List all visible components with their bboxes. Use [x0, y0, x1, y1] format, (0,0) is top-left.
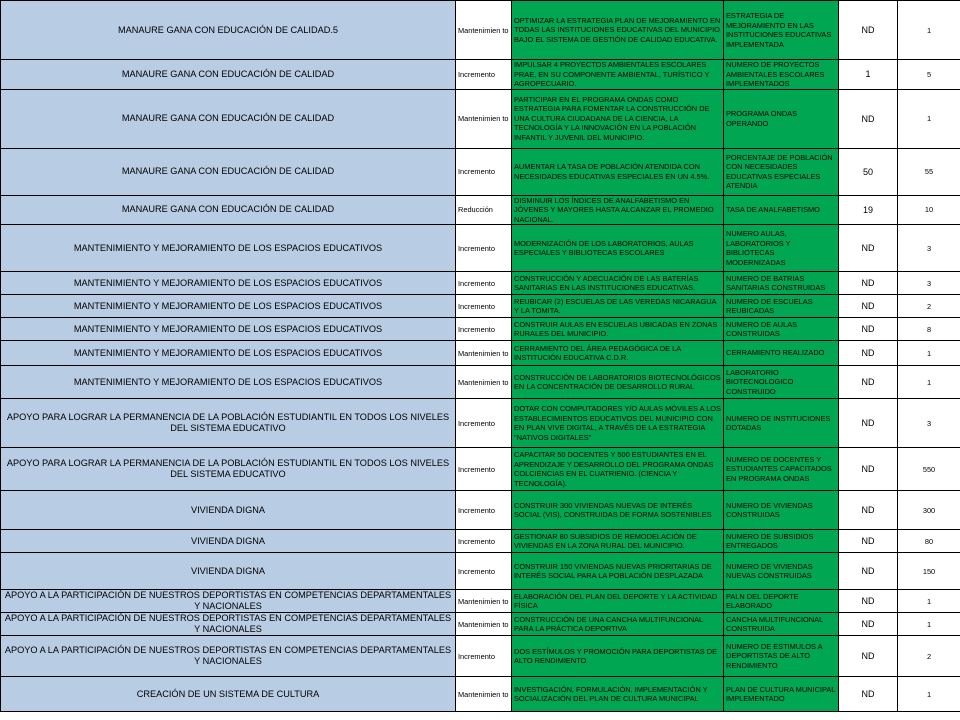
programa-cell: MANTENIMIENTO Y MEJORAMIENTO DE LOS ESPACIOS EDUCATIVOS — [1, 366, 456, 399]
meta-valor-cell: 10 — [898, 195, 960, 225]
programa-cell: MANAURE GANA CON EDUCACIÓN DE CALIDAD — [1, 195, 456, 225]
programa-cell: MANTENIMIENTO Y MEJORAMIENTO DE LOS ESPACIOS EDUCATIVOS — [1, 272, 456, 295]
programa-cell: APOYO PARA LOGRAR LA PERMANENCIA DE LA POBLACIÓN ESTUDIANTIL EN TODOS LOS NIVELES DEL SISTEMA EDUCATIVO — [1, 399, 456, 448]
programa-cell: VIVIENDA DIGNA — [1, 491, 456, 530]
tipo-meta-cell: Incremento — [456, 272, 512, 295]
meta-valor-cell: 2 — [898, 295, 960, 318]
programa-cell: MANAURE GANA CON EDUCACIÓN DE CALIDAD — [1, 89, 456, 148]
programa-cell: VIVIENDA DIGNA — [1, 530, 456, 553]
indicador-cell: PROGRAMA ONDAS OPERANDO — [724, 89, 839, 148]
meta-description-cell: CONSTRUIR 300 VIVIENDAS NUEVAS DE INTERÉS SOCIAL (VIS), CONSTRUIDAS DE FORMA SOSTENIBLES — [512, 491, 724, 530]
linea-base-cell: ND — [839, 366, 898, 399]
indicador-cell: CERRAMIENTO REALIZADO — [724, 341, 839, 366]
meta-valor-cell: 1 — [898, 366, 960, 399]
table-row — [1, 318, 960, 341]
meta-description-cell: AUMENTAR LA TASA DE POBLACIÓN ATENDIDA CON NECESIDADES EDUCATIVAS ESPECIALES EN UN 4.5%. — [512, 148, 724, 195]
table-row — [1, 491, 960, 530]
table-row — [1, 89, 960, 148]
indicador-cell: NUMERO DE INSTITUCIONES DOTADAS — [724, 399, 839, 448]
linea-base-cell: ND — [839, 553, 898, 590]
tipo-meta-cell: Incremento — [456, 148, 512, 195]
tipo-meta-cell: Incremento — [456, 530, 512, 553]
meta-description-cell: CONSTRUCCIÓN Y ADECUACIÓN DE LAS BATERÍAS SANITARIAS EN LAS INSTITUCIONES EDUCATIVAS. — [512, 272, 724, 295]
linea-base-cell: ND — [839, 399, 898, 448]
programa-cell: MANAURE GANA CON EDUCACIÓN DE CALIDAD.5 — [1, 1, 456, 60]
meta-description-cell: MODERNIZACIÓN DE LOS LABORATORIOS, AULAS ESPECIALES Y BIBLIOTECAS ESCOLARES — [512, 225, 724, 272]
table-row — [1, 60, 960, 90]
meta-valor-cell: 1 — [898, 613, 960, 636]
linea-base-cell: ND — [839, 590, 898, 613]
programa-cell: APOYO PARA LOGRAR LA PERMANENCIA DE LA POBLACIÓN ESTUDIANTIL EN TODOS LOS NIVELES DEL SISTEMA EDUCATIVO — [1, 448, 456, 491]
indicador-cell: NUMERO DE ESCUELAS REUBICADAS — [724, 295, 839, 318]
tipo-meta-cell: Incremento — [456, 553, 512, 590]
meta-valor-cell: 1 — [898, 590, 960, 613]
meta-description-cell: CONSTRUCCIÓN DE LABORATORIOS BIOTECNOLÓGICOS EN LA CONCENTRACIÓN DE DESARROLLO RURAL — [512, 366, 724, 399]
meta-valor-cell: 3 — [898, 272, 960, 295]
table-row — [1, 613, 960, 636]
linea-base-cell: ND — [839, 341, 898, 366]
meta-valor-cell: 300 — [898, 491, 960, 530]
table-row — [1, 148, 960, 195]
table-row — [1, 195, 960, 225]
meta-description-cell: CONSTRUCCIÓN DE UNA CANCHA MULTIFUNCIONAL PARA LA PRÁCTICA DEPORTIVA — [512, 613, 724, 636]
table-row — [1, 366, 960, 399]
linea-base-cell: ND — [839, 448, 898, 491]
meta-valor-cell: 55 — [898, 148, 960, 195]
programa-cell: MANAURE GANA CON EDUCACIÓN DE CALIDAD — [1, 148, 456, 195]
indicador-cell: NUMERO DE PROYECTOS AMBIENTALES ESCOLARES IMPLEMENTADOS — [724, 60, 839, 90]
tipo-meta-cell: Incremento — [456, 448, 512, 491]
tipo-meta-cell: Mantenimien to — [456, 613, 512, 636]
table-row — [1, 677, 960, 712]
meta-valor-cell: 550 — [898, 448, 960, 491]
indicador-cell: NUMERO DE VIVIENDAS CONSTRUIDAS — [724, 491, 839, 530]
programa-cell: CREACIÓN DE UN SISTEMA DE CULTURA — [1, 677, 456, 712]
linea-base-cell: 19 — [839, 195, 898, 225]
meta-valor-cell: 1 — [898, 1, 960, 60]
programa-cell: MANTENIMIENTO Y MEJORAMIENTO DE LOS ESPACIOS EDUCATIVOS — [1, 341, 456, 366]
programa-cell: APOYO A LA PARTICIPACIÓN DE NUESTROS DEPORTISTAS EN COMPETENCIAS DEPARTAMENTALES Y NACIONALES — [1, 636, 456, 677]
meta-valor-cell: 1 — [898, 89, 960, 148]
tipo-meta-cell: Mantenimien to — [456, 341, 512, 366]
table-row — [1, 590, 960, 613]
tipo-meta-cell: Mantenimien to — [456, 89, 512, 148]
meta-description-cell: DISMINUIR LOS ÍNDICES DE ANALFABETISMO EN JÓVENES Y MAYORES HASTA ALCANZAR EL PROMEDIO NACIONAL. — [512, 195, 724, 225]
indicador-cell: PALN DEL DEPORTE ELABORADO — [724, 590, 839, 613]
tipo-meta-cell: Incremento — [456, 636, 512, 677]
meta-description-cell: REUBICAR (2) ESCUELAS DE LAS VEREDAS NICARAGUA Y LA TOMITA. — [512, 295, 724, 318]
meta-description-cell: INVESTIGACIÓN, FORMULACIÓN, IMPLEMENTACIÓN Y SOCIALIZACIÓN DEL PLAN DE CULTURA MUNICIPAL — [512, 677, 724, 712]
tipo-meta-cell: Incremento — [456, 399, 512, 448]
programa-cell: MANTENIMIENTO Y MEJORAMIENTO DE LOS ESPACIOS EDUCATIVOS — [1, 225, 456, 272]
programa-cell: APOYO A LA PARTICIPACIÓN DE NUESTROS DEPORTISTAS EN COMPETENCIAS DEPARTAMENTALES Y NACIONALES — [1, 613, 456, 636]
meta-valor-cell: 150 — [898, 553, 960, 590]
linea-base-cell: 1 — [839, 60, 898, 90]
indicador-cell: ESTRATEGIA DE MEJORAMIENTO EN LAS INSTITUCIONES EDUCATIVAS IMPLEMENTADA — [724, 1, 839, 60]
programa-cell: MANTENIMIENTO Y MEJORAMIENTO DE LOS ESPACIOS EDUCATIVOS — [1, 318, 456, 341]
tipo-meta-cell: Reducción — [456, 195, 512, 225]
meta-valor-cell: 80 — [898, 530, 960, 553]
linea-base-cell: ND — [839, 295, 898, 318]
meta-description-cell: OPTIMIZAR LA ESTRATEGIA PLAN DE MEJORAMIENTO EN TODAS LAS INSTITUCIONES EDUCATIVAS DEL MUNICIPIO BAJO EL SISTEMA DE GESTIÓN DE CALIDAD EDUCATIVA. — [512, 1, 724, 60]
linea-base-cell: ND — [839, 272, 898, 295]
tipo-meta-cell: Incremento — [456, 225, 512, 272]
meta-valor-cell: 5 — [898, 60, 960, 90]
tipo-meta-cell: Mantenimien to — [456, 677, 512, 712]
meta-valor-cell: 1 — [898, 341, 960, 366]
table-row — [1, 636, 960, 677]
linea-base-cell: ND — [839, 318, 898, 341]
meta-description-cell: DOS ESTÍMULOS Y PROMOCIÓN PARA DEPORTISTAS DE ALTO RENDIMIENTO — [512, 636, 724, 677]
tipo-meta-cell: Incremento — [456, 60, 512, 90]
programa-cell: VIVIENDA DIGNA — [1, 553, 456, 590]
indicador-cell: NUMERO DE ESTIMULOS A DEPORTISTAS DE ALTO RENDIMIENTO — [724, 636, 839, 677]
meta-description-cell: ELABORACIÓN DEL PLAN DEL DEPORTE Y LA ACTIVIDAD FÍSICA — [512, 590, 724, 613]
table-row — [1, 448, 960, 491]
linea-base-cell: ND — [839, 636, 898, 677]
indicador-cell: NUMERO DE VIVIENDAS NUEVAS CONSTRUIDAS — [724, 553, 839, 590]
tipo-meta-cell: Mantenimien to — [456, 590, 512, 613]
tipo-meta-cell: Mantenimien to — [456, 1, 512, 60]
tipo-meta-cell: Incremento — [456, 295, 512, 318]
programa-cell: APOYO A LA PARTICIPACIÓN DE NUESTROS DEPORTISTAS EN COMPETENCIAS DEPARTAMENTALES Y NACIONALES — [1, 590, 456, 613]
meta-description-cell: GESTIONAR 80 SUBSIDIOS DE REMODELACIÓN DE VIVIENDAS EN LA ZONA RURAL DEL MUNICIPIO. — [512, 530, 724, 553]
indicador-cell: TASA DE ANALFABETISMO — [724, 195, 839, 225]
table-row — [1, 553, 960, 590]
indicador-cell: NUMERO DE DOCENTES Y ESTUDIANTES CAPACITADOS EN PROGRAMA ONDAS — [724, 448, 839, 491]
linea-base-cell: ND — [839, 225, 898, 272]
programa-cell: MANTENIMIENTO Y MEJORAMIENTO DE LOS ESPACIOS EDUCATIVOS — [1, 295, 456, 318]
table-row — [1, 272, 960, 295]
meta-description-cell: CERRAMIENTO DEL ÁREA PEDAGÓGICA DE LA INSTITUCIÓN EDUCATIVA C.D.R. — [512, 341, 724, 366]
indicador-cell: CANCHA MULTIFUNCIONAL CONSTRUIDA — [724, 613, 839, 636]
meta-description-cell: IMPULSAR 4 PROYECTOS AMBIENTALES ESCOLARES PRAE, EN SU COMPONENTE AMBIENTAL, TURÍSTICO Y AGROPECUARIO. — [512, 60, 724, 90]
indicador-cell: LABORATORIO BIOTECNOLOGICO CONSTRUIDO — [724, 366, 839, 399]
meta-valor-cell: 2 — [898, 636, 960, 677]
table-row — [1, 341, 960, 366]
indicador-cell: PORCENTAJE DE POBLACIÓN CON NECESIDADES EDUCATIVAS ESPECIALES ATENDIA — [724, 148, 839, 195]
linea-base-cell: ND — [839, 1, 898, 60]
programa-cell: MANAURE GANA CON EDUCACIÓN DE CALIDAD — [1, 60, 456, 90]
tipo-meta-cell: Incremento — [456, 491, 512, 530]
meta-description-cell: PARTICIPAR EN EL PROGRAMA ONDAS COMO ESTRATEGIA PARA FOMENTAR LA CONSTRUCCIÓN DE UNA CULTURA CIUDADANA DE LA CIENCIA, LA TECNOLOGÍA Y LA INNOVACIÓN EN LA POBLACIÓN INFANTIL Y JUVENIL DEL MUNICIPIO. — [512, 89, 724, 148]
meta-valor-cell: 1 — [898, 677, 960, 712]
tipo-meta-cell: Mantenimien to — [456, 366, 512, 399]
table-row — [1, 530, 960, 553]
meta-description-cell: CAPACITAR 50 DOCENTES Y 500 ESTUDIANTES EN EL APRENDIZAJE Y DESARROLLO DEL PROGRAMA ONDAS COLCIENCIAS EN EL CUATRIENIO. (CIENCIA Y TECNOLOGÍA). — [512, 448, 724, 491]
indicador-cell: PLAN DE CULTURA MUNICIPAL IMPLEMENTADO — [724, 677, 839, 712]
meta-description-cell: CONSTRUIR 150 VIVIENDAS NUEVAS PRIORITARIAS DE INTERÉS SOCIAL PARA LA POBLACIÓN DESPLAZADA — [512, 553, 724, 590]
meta-valor-cell: 8 — [898, 318, 960, 341]
indicador-cell: NUMERO AULAS, LABORATORIOS Y BIBLIOTECAS MODERNIZADAS — [724, 225, 839, 272]
meta-description-cell: DOTAR CON COMPUTADORES Y/O AULAS MÓVILES A LOS ESTABLECIMIENTOS EDUCATIVOS DEL MUNICIPIO CON EN PLAN VIVE DIGITAL, A TRAVÉS DE LA ESTRATEGIA "NATIVOS DIGITALES" — [512, 399, 724, 448]
linea-base-cell: ND — [839, 613, 898, 636]
table-row — [1, 225, 960, 272]
linea-base-cell: ND — [839, 530, 898, 553]
meta-description-cell: CONSTRUIR AULAS EN ESCUELAS UBICADAS EN ZONAS RURALES DEL MUNICIPIO. — [512, 318, 724, 341]
table-row — [1, 399, 960, 448]
table-row — [1, 1, 960, 60]
linea-base-cell: ND — [839, 677, 898, 712]
table-row — [1, 295, 960, 318]
meta-valor-cell: 3 — [898, 225, 960, 272]
plan-table-body — [1, 1, 960, 712]
indicador-cell: NUMERO DE SUBSIDIOS ENTREGADOS — [724, 530, 839, 553]
linea-base-cell: ND — [839, 89, 898, 148]
indicador-cell: NUMERO DE BATRIAS SANITARIAS CONSTRUIDAS — [724, 272, 839, 295]
tipo-meta-cell: Incremento — [456, 318, 512, 341]
indicador-cell: NUMERO DE AULAS CONSTRUIDAS — [724, 318, 839, 341]
meta-valor-cell: 3 — [898, 399, 960, 448]
linea-base-cell: ND — [839, 491, 898, 530]
linea-base-cell: 50 — [839, 148, 898, 195]
